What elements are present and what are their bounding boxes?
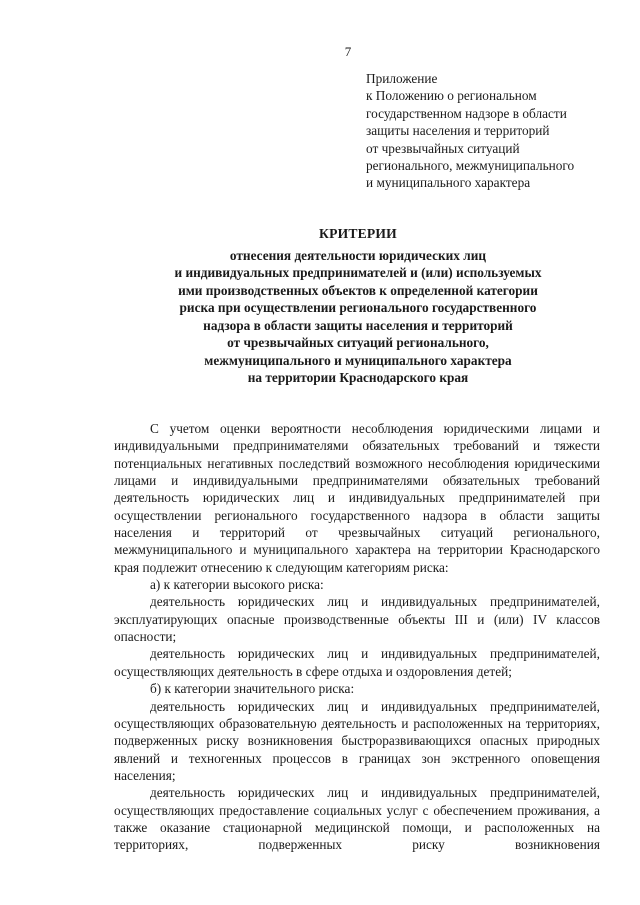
body-paragraph: деятельность юридических лиц и индивидуальных предпринимателей, эксплуатирующих опасные производственные объекты III и (или) IV классов опасности;: [114, 594, 600, 645]
title-line: от чрезвычайных ситуаций регионального,: [227, 335, 489, 350]
body-paragraph: С учетом оценки вероятности несоблюдения юридическими лицами и индивидуальными предпринимателями обязательных требований и тяжести потенциальных негативных последствий возможного несоблюдения юридическими лицами и индивидуальными предпринимателями обязательных требований деятельность юридических лиц и индивидуальных предпринимателей при осуществлении регионального государственного надзора в области защиты населения и территорий от чрезвычайных ситуаций регионального, межмуниципального и муниципального характера на территории Краснодарского края подлежит отнесению к следующим категориям риска:: [114, 421, 600, 575]
appendix-note: [366, 70, 636, 192]
page-number: 7: [344, 44, 352, 59]
appendix-line: и муниципального характера: [366, 175, 531, 191]
appendix-line: к Положению о региональном: [366, 88, 537, 104]
title-line: надзора в области защиты населения и территорий: [203, 317, 513, 333]
appendix-line: защиты населения и территорий: [366, 123, 550, 139]
appendix-line: государственном надзоре в области: [366, 105, 567, 121]
title-line: на территории Краснодарского края: [247, 370, 469, 385]
document-title: [108, 225, 608, 387]
title-line: ими производственных объектов к определенной категории: [178, 282, 538, 298]
title-line: отнесения деятельности юридических лиц: [229, 247, 487, 263]
title-line: риска при осуществлении регионального государственного: [179, 300, 537, 315]
title-line: и индивидуальных предпринимателей и (или) используемых: [174, 265, 542, 280]
title-line: межмуниципального и муниципального характера: [204, 352, 512, 368]
appendix-line: Приложение: [366, 71, 438, 86]
appendix-line: регионального, межмуниципального: [366, 158, 575, 174]
body-paragraph: деятельность юридических лиц и индивидуальных предпринимателей, осуществляющих предоставление социальных услуг с обеспечением проживания, а также оказание стационарной медицинской помощи, и расположенных на территориях, подверженных риску возникновения: [114, 785, 600, 853]
body-paragraph: а) к категории высокого риска:: [150, 577, 324, 593]
document-body: [114, 420, 600, 854]
body-paragraph: деятельность юридических лиц и индивидуальных предпринимателей, осуществляющих деятельность в сфере отдыха и оздоровления детей;: [114, 646, 600, 679]
title-heading: КРИТЕРИИ: [319, 226, 397, 241]
body-paragraph: деятельность юридических лиц и индивидуальных предпринимателей, осуществляющих образовательную деятельность и расположенных на территориях, подверженных риску возникновения быстроразвивающихся опасных природных явлений и техногенных процессов в границах зон экстренного оповещения населения;: [114, 698, 600, 783]
body-paragraph: б) к категории значительного риска:: [150, 681, 355, 697]
appendix-line: от чрезвычайных ситуаций: [366, 140, 520, 156]
